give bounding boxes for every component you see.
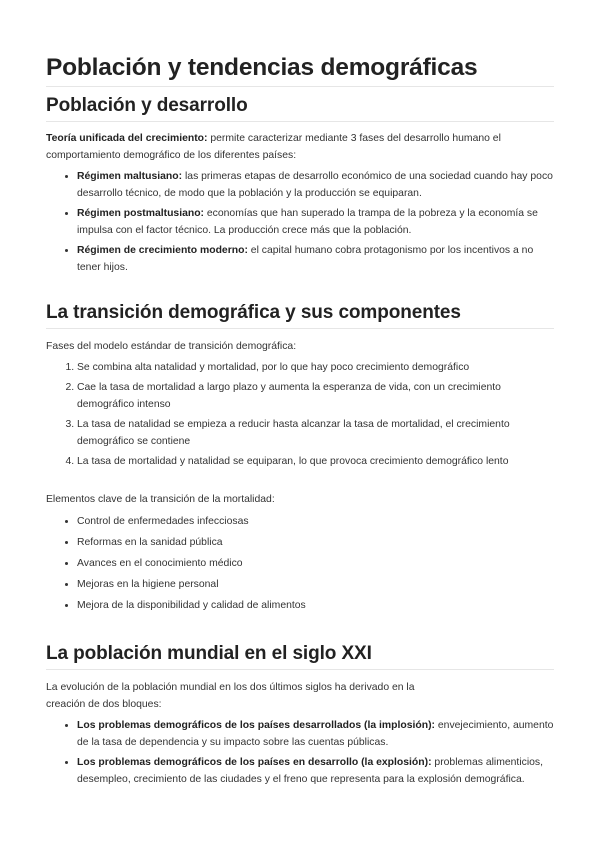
section2-intro: Fases del modelo estándar de transición demográfica:: [46, 341, 297, 352]
section1-intro-text: permite caracterizar mediante 3 fases del desarrollo humano el comportamiento demográfico de los diferentes países:: [46, 133, 501, 161]
section-heading-transicion-demografica: La transición demográfica y sus componentes: [46, 300, 554, 329]
list-item-term: Los problemas demográficos de los países desarrollados (la implosión):: [77, 720, 435, 731]
list-item: 1. Se combina alta natalidad y mortalidad, por lo que hay poco crecimiento demográfico: [77, 359, 554, 376]
list-item: 2. Cae la tasa de mortalidad a largo plazo y aumenta la esperanza de vida, con un crecimiento demográfico intenso: [77, 379, 554, 413]
list-item: • Reformas en la sanidad pública: [77, 534, 554, 551]
list-item-text: problemas alimenticios, desempleo, crecimiento de las ciudades y el freno que representa para la explosión demográfica.: [77, 757, 543, 785]
page-title: Población y tendencias demográficas: [46, 52, 554, 87]
list-item-term: Régimen maltusiano:: [77, 171, 183, 182]
list-item: 3. La tasa de natalidad se empieza a reducir hasta alcanzar la tasa de mortalidad, el crecimiento demográfico se contiene: [77, 416, 554, 450]
transition-phases-list: [46, 359, 554, 470]
list-item: [77, 168, 554, 202]
section-heading-poblacion-desarrollo: Población y desarrollo: [46, 93, 554, 122]
list-item-text: las primeras etapas de desarrollo económico de una sociedad cuando hay poco desarrollo técnico, de modo que la población y la producción se equiparan.: [77, 171, 553, 199]
mortality-factors-list: [46, 513, 554, 614]
list-item: 4. La tasa de mortalidad y natalidad se equiparan, lo que provoca crecimiento demográfico lento: [77, 453, 554, 470]
list-item-text: el capital humano cobra protagonismo por los incentivos a no tener hijos.: [77, 245, 534, 273]
section1-intro-term: Teoría unificada del crecimiento:: [46, 133, 208, 144]
list-item: [77, 205, 554, 239]
list-item-text: envejecimiento, aumento de la tasa de dependencia y su impacto sobre las cuentas públicas.: [77, 720, 554, 748]
section3-intro: La evolución de la población mundial en los dos últimos siglos ha derivado en la creación de dos bloques:: [46, 682, 415, 710]
section1-intro: [46, 130, 554, 164]
list-item: • Mejoras en la higiene personal: [77, 576, 554, 593]
world-blocks-list: [46, 717, 554, 788]
list-item: [77, 717, 554, 751]
list-item: [77, 242, 554, 276]
list-item-term: Régimen postmaltusiano:: [77, 208, 205, 219]
regimes-list: [46, 168, 554, 276]
section2-mortality-intro: Elementos clave de la transición de la mortalidad:: [46, 494, 275, 505]
list-item-term: Los problemas demográficos de los países en desarrollo (la explosión):: [77, 757, 432, 768]
section-heading-poblacion-mundial: La población mundial en el siglo XXI: [46, 641, 554, 670]
list-item-term: Régimen de crecimiento moderno:: [77, 245, 248, 256]
list-item: • Control de enfermedades infecciosas: [77, 513, 554, 530]
list-item: • Avances en el conocimiento médico: [77, 555, 554, 572]
list-item: [77, 754, 554, 788]
list-item: • Mejora de la disponibilidad y calidad de alimentos: [77, 597, 554, 614]
list-item-text: economías que han superado la trampa de la pobreza y la economía se impulsa con el factor técnico. La producción crece más que la población.: [77, 208, 538, 236]
